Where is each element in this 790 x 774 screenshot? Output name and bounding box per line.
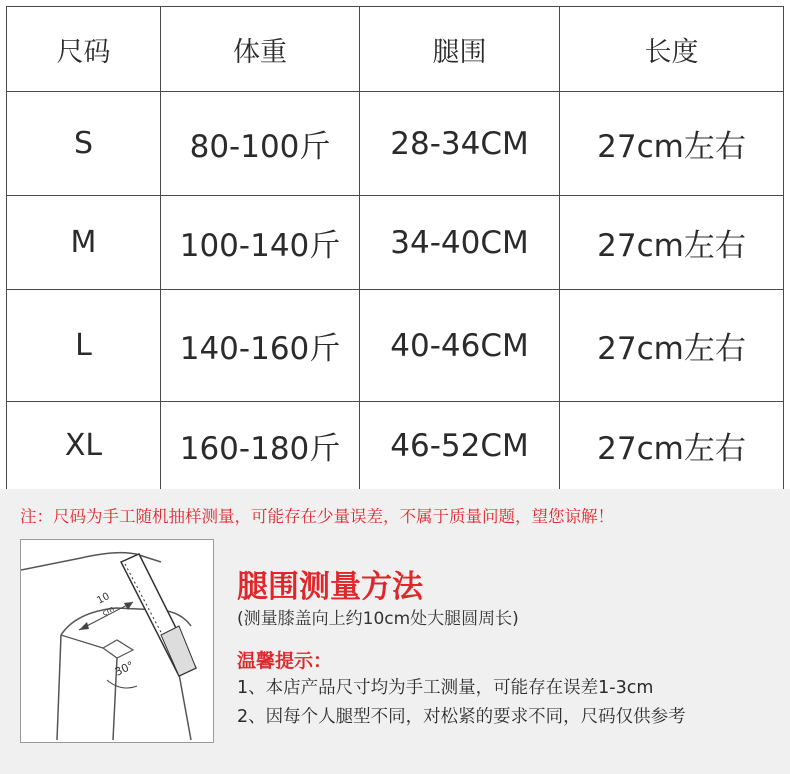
size-cell: M [7, 196, 161, 290]
thigh-cell: 40-46CM [360, 290, 560, 402]
tip-item: 2、因每个人腿型不同，对松紧的要求不同，尺码仅供参考 [237, 707, 686, 727]
length-cell: 27cm左右 [560, 92, 784, 196]
header-weight: 体重 [161, 7, 360, 92]
size-cell: XL [7, 402, 161, 490]
measure-method-subtitle: (测量膝盖向上约10cm处大腿圆周长) [237, 609, 519, 629]
table-row [7, 402, 784, 490]
header-thigh-circumference: 腿围 [360, 7, 560, 92]
distance-unit-label: cm [100, 604, 116, 618]
thigh-cell: 46-52CM [360, 402, 560, 490]
weight-cell: 140-160斤 [161, 290, 360, 402]
distance-label: 10 [95, 590, 112, 607]
size-cell: S [7, 92, 161, 196]
knee-measurement-diagram [20, 539, 214, 743]
weight-cell: 100-140斤 [161, 196, 360, 290]
disclaimer-note: 注：尺码为手工随机抽样测量，可能存在少量误差，不属于质量问题，望您谅解！ [20, 507, 614, 526]
size-chart-table [6, 6, 784, 490]
measuring-tape-icon [121, 554, 196, 676]
leg-diagram-illustration [21, 540, 213, 742]
weight-cell: 80-100斤 [161, 92, 360, 196]
thigh-cell: 28-34CM [360, 92, 560, 196]
tips-heading: 温馨提示： [237, 650, 333, 672]
angle-label: 30° [112, 658, 136, 679]
header-length: 长度 [560, 7, 784, 92]
length-cell: 27cm左右 [560, 290, 784, 402]
length-cell: 27cm左右 [560, 196, 784, 290]
table-header-row [7, 7, 784, 92]
table-row [7, 290, 784, 402]
table-row [7, 196, 784, 290]
table-row [7, 92, 784, 196]
weight-cell: 160-180斤 [161, 402, 360, 490]
header-size: 尺码 [7, 7, 161, 92]
measure-method-title: 腿围测量方法 [237, 569, 423, 605]
tip-item: 1、本店产品尺寸均为手工测量，可能存在误差1-3cm [237, 678, 654, 698]
thigh-cell: 34-40CM [360, 196, 560, 290]
measurement-info-panel [0, 489, 790, 774]
size-cell: L [7, 290, 161, 402]
length-cell: 27cm左右 [560, 402, 784, 490]
